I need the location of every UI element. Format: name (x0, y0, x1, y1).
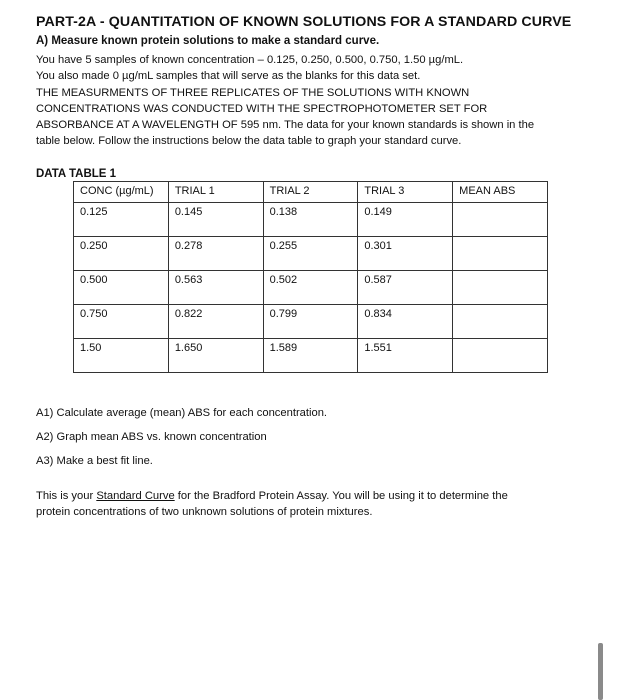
cell-trial-2: 0.502 (263, 271, 358, 305)
cell-mean-abs[interactable] (453, 237, 548, 271)
table-row (74, 339, 548, 373)
cell-trial-1: 0.563 (168, 271, 263, 305)
intro-line: table below. Follow the instructions below the data table to graph your standard curve. (36, 135, 462, 148)
table-row (74, 305, 548, 339)
instruction-item: A3) Make a best fit line. (36, 455, 153, 467)
cell-trial-2: 1.589 (263, 339, 358, 373)
standard-curve-term: Standard Curve (96, 490, 175, 502)
cell-trial-1: 0.145 (168, 203, 263, 237)
table-header-row (74, 182, 548, 203)
cell-mean-abs[interactable] (453, 305, 548, 339)
cell-trial-3: 0.301 (358, 237, 453, 271)
intro-line: CONCENTRATIONS WAS CONDUCTED WITH THE SPECTROPHOTOMETER SET FOR (36, 102, 488, 115)
header-mean-abs: MEAN ABS (453, 182, 548, 203)
section-subtitle: A) Measure known protein solutions to make a standard curve. (36, 35, 380, 47)
closing-text: for the Bradford Protein Assay. You will be using it to determine the (174, 490, 508, 502)
page-title: PART-2A - QUANTITATION OF KNOWN SOLUTIONS FOR A STANDARD CURVE (36, 14, 572, 30)
cell-trial-2: 0.799 (263, 305, 358, 339)
intro-line: ABSORBANCE AT A WAVELENGTH OF 595 nm. The data for your known standards is shown in the (36, 119, 535, 132)
cell-trial-2: 0.255 (263, 237, 358, 271)
cell-trial-3: 0.587 (358, 271, 453, 305)
intro-line: THE MEASURMENTS OF THREE REPLICATES OF THE SOLUTIONS WITH KNOWN (36, 86, 470, 99)
cell-trial-1: 0.278 (168, 237, 263, 271)
cell-mean-abs[interactable] (453, 203, 548, 237)
intro-line: You have 5 samples of known concentration – 0.125, 0.250, 0.500, 0.750, 1.50 µg/mL. (36, 54, 464, 66)
cell-trial-3: 1.551 (358, 339, 453, 373)
cell-conc: 0.750 (74, 305, 169, 339)
closing-line (36, 488, 596, 504)
closing-line: protein concentrations of two unknown solutions of protein mixtures. (36, 506, 373, 518)
closing-paragraph (36, 488, 596, 520)
table-row (74, 203, 548, 237)
instruction-item: A2) Graph mean ABS vs. known concentration (36, 431, 267, 443)
cell-conc: 1.50 (74, 339, 169, 373)
header-conc: CONC (µg/mL) (74, 182, 169, 203)
header-trial-1: TRIAL 1 (168, 182, 263, 203)
cell-conc: 0.250 (74, 237, 169, 271)
cell-trial-3: 0.834 (358, 305, 453, 339)
cell-trial-3: 0.149 (358, 203, 453, 237)
scrollbar-thumb[interactable] (598, 643, 603, 700)
table-row (74, 271, 548, 305)
closing-text: This is your (36, 490, 97, 502)
instruction-item: A1) Calculate average (mean) ABS for each concentration. (36, 407, 328, 419)
cell-trial-1: 1.650 (168, 339, 263, 373)
cell-conc: 0.500 (74, 271, 169, 305)
intro-paragraph (36, 52, 596, 150)
table-row (74, 237, 548, 271)
header-trial-3: TRIAL 3 (358, 182, 453, 203)
cell-trial-1: 0.822 (168, 305, 263, 339)
cell-mean-abs[interactable] (453, 339, 548, 373)
instructions-list (36, 407, 327, 479)
intro-line: You also made 0 µg/mL samples that will serve as the blanks for this data set. (36, 70, 421, 83)
header-trial-2: TRIAL 2 (263, 182, 358, 203)
cell-trial-2: 0.138 (263, 203, 358, 237)
cell-conc: 0.125 (74, 203, 169, 237)
data-table (73, 181, 548, 373)
table-label: DATA TABLE 1 (36, 168, 117, 180)
cell-mean-abs[interactable] (453, 271, 548, 305)
